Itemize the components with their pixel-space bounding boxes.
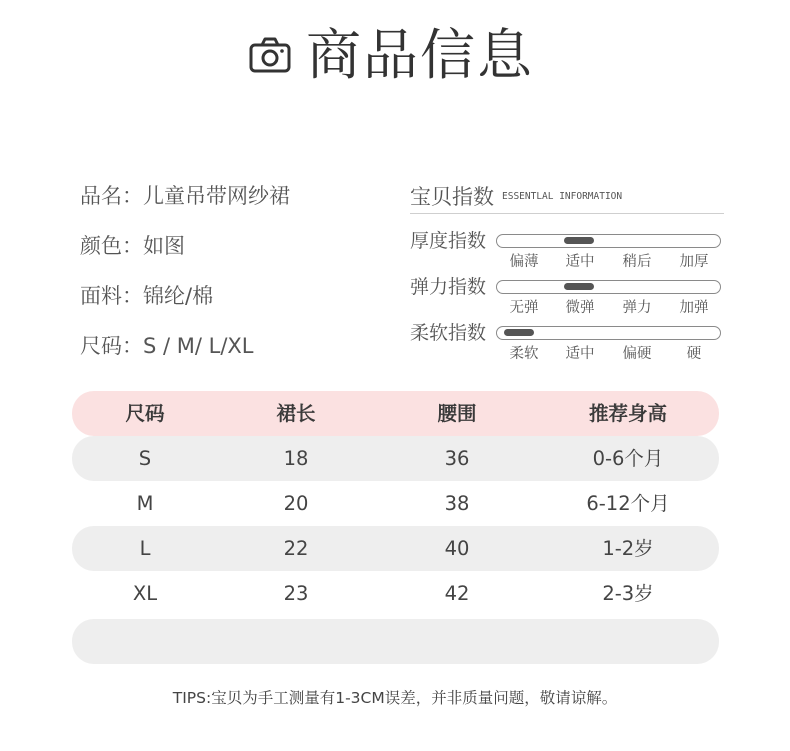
index-track [496, 234, 721, 248]
table-cell: 20 [283, 492, 309, 515]
table-cell: 1-2岁 [602, 537, 654, 560]
table-cell: S [138, 447, 152, 470]
index-label: 柔软指数 [410, 322, 487, 344]
index-option: 加弹 [679, 300, 709, 316]
table-header-cell: 推荐身高 [588, 402, 667, 425]
table-cell: 22 [283, 537, 309, 560]
size-table [72, 391, 719, 664]
index-item-softness [410, 320, 724, 366]
index-options [496, 298, 721, 318]
index-option: 适中 [565, 254, 595, 270]
table-cell: 0-6个月 [592, 447, 664, 470]
table-cell: 6-12个月 [586, 492, 670, 515]
index-title-row [410, 176, 724, 214]
index-title: 宝贝指数 [410, 185, 494, 209]
table-row [72, 571, 719, 616]
index-subtitle: ESSENTLAL INFORMATION [502, 191, 623, 202]
table-cell: M [136, 492, 154, 515]
table-cell: L [139, 537, 151, 560]
index-option: 柔软 [509, 346, 539, 362]
index-options [496, 344, 721, 364]
index-option: 弹力 [622, 300, 652, 316]
index-label: 厚度指数 [410, 230, 487, 252]
table-cell: 18 [283, 447, 309, 470]
index-label: 弹力指数 [410, 276, 487, 298]
index-block [410, 176, 724, 366]
index-options [496, 252, 721, 272]
table-header-cell: 尺码 [125, 402, 165, 425]
table-row-empty [72, 619, 719, 664]
table-cell: 36 [444, 447, 470, 470]
table-header-cell: 裙长 [276, 402, 316, 425]
page-title: 商品信息 [306, 23, 535, 87]
product-fabric: 面料：锦纶/棉 [80, 284, 214, 308]
index-track [496, 280, 721, 294]
tips-note: TIPS:宝贝为手工测量有1-3CM误差，并非质量问题，敬请谅解。 [172, 689, 618, 707]
product-size: 尺码：S / M/ L/XL [80, 334, 254, 358]
table-cell: 2-3岁 [602, 582, 654, 605]
product-name: 品名：儿童吊带网纱裙 [80, 184, 290, 208]
table-cell: 38 [444, 492, 470, 515]
camera-icon [248, 35, 292, 75]
index-option: 偏薄 [509, 254, 539, 270]
index-option: 无弹 [509, 300, 539, 316]
index-option: 稍后 [622, 254, 652, 270]
table-cell: 23 [283, 582, 309, 605]
index-option: 硬 [686, 346, 702, 362]
index-marker [564, 283, 594, 290]
index-option: 适中 [565, 346, 595, 362]
index-track [496, 326, 721, 340]
index-option: 微弹 [565, 300, 595, 316]
index-marker [504, 329, 534, 336]
table-cell: 40 [444, 537, 470, 560]
product-color: 颜色：如图 [80, 234, 185, 258]
index-marker [564, 237, 594, 244]
table-header-row [72, 391, 719, 436]
page-header [248, 20, 534, 90]
table-cell: 42 [444, 582, 470, 605]
table-row [72, 526, 719, 571]
table-header-cell: 腰围 [437, 402, 477, 425]
table-row [72, 481, 719, 526]
table-row [72, 436, 719, 481]
index-option: 加厚 [679, 254, 709, 270]
table-cell: XL [132, 582, 158, 605]
index-item-thickness [410, 228, 724, 274]
index-option: 偏硬 [622, 346, 652, 362]
index-item-elasticity [410, 274, 724, 320]
product-info-list [80, 178, 290, 378]
